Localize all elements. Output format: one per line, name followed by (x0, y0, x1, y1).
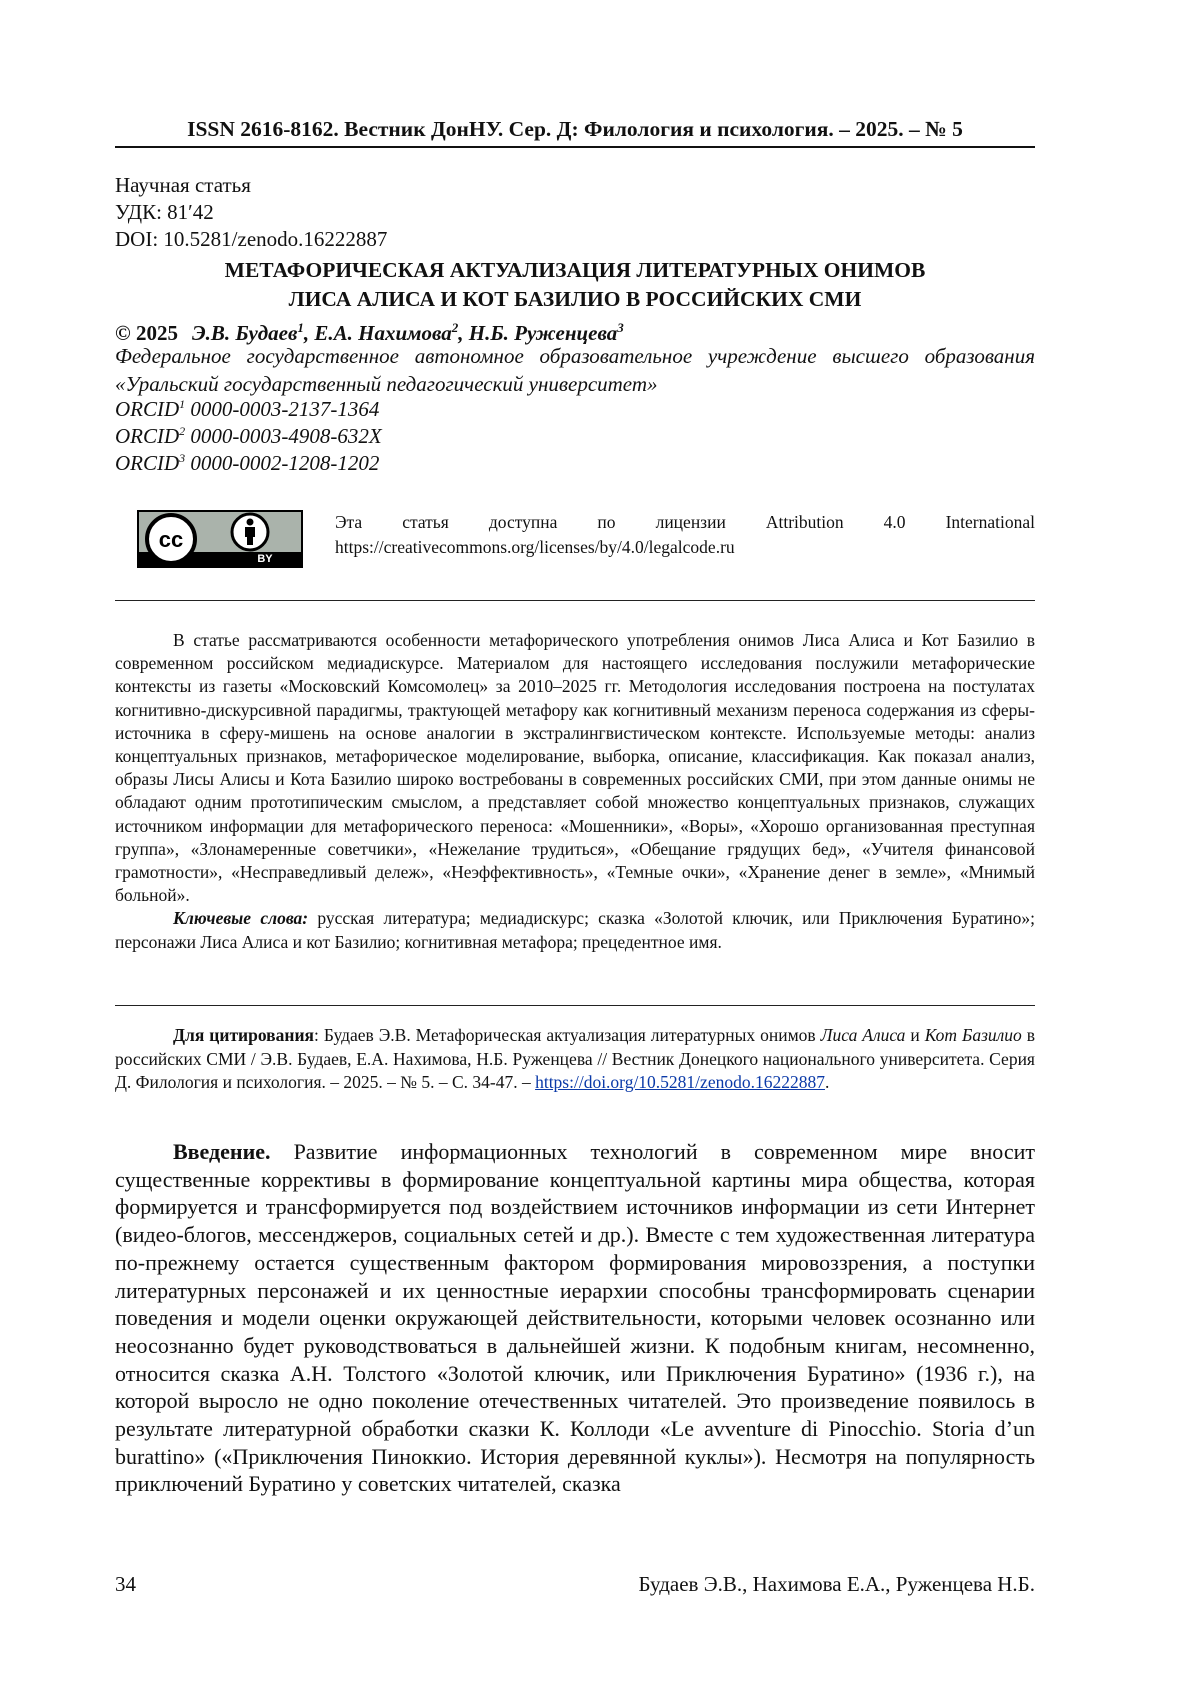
orcid-label: ORCID (115, 451, 180, 475)
keywords-label: Ключевые слова: (173, 908, 309, 929)
orcid-sup: 3 (179, 451, 186, 465)
author-3-sup: 3 (617, 320, 624, 335)
journal-header: ISSN 2616-8162. Вестник ДонНУ. Сер. Д: Филология и психология. – 2025. – № 5 (115, 112, 1035, 148)
author-2-sup: 2 (451, 320, 459, 335)
author-2: Е.А. Нахимова (314, 321, 452, 345)
author-3: Н.Б. Руженцева (468, 321, 618, 345)
page-number: 34 (115, 1572, 136, 1596)
citation-part-1: Будаев Э.В. Метафорическая актуализация литературных онимов (323, 1025, 816, 1045)
orcid-3 (115, 451, 1035, 476)
orcid-id: 0000-0002-1208-1202 (190, 451, 380, 475)
article-meta (115, 172, 1035, 253)
license-text (335, 510, 1035, 560)
article-title (115, 256, 1035, 314)
citation-and: и (910, 1025, 920, 1045)
author-sep: , (458, 321, 469, 345)
citation-part-2: в российских СМИ / Э.В. Будаев, Е.А. Нахимова, Н.Б. Руженцева // Вестник Донецкого национального университета. Серия Д. Филология и психология. – 2025. – № 5. – С. 34-47. – (115, 1025, 1035, 1092)
citation-name-2: Кот Базилио (924, 1025, 1022, 1045)
keywords (115, 907, 1035, 953)
author-1-sup: 1 (297, 320, 304, 335)
footer-authors: Будаев Э.В., Нахимова Е.А., Руженцева Н.Б. (638, 1572, 1035, 1596)
person-head-icon (247, 519, 254, 526)
abstract-text: В статье рассматриваются особенности метафорического употребления онимов Лиса Алиса и Кот Базилио в современном российском медиадискурсе. Материалом для настоящего исследования послужили метафорические контексты из газеты «Московский Комсомолец» за 2010–2025 гг. Методология исследования построена на постулатах когнитивно-дискурсивной парадигмы, трактующей метафору как когнитивный механизм переноса содержания из сферы-источника в сферу-мишень на основе аналогии в экстралингвистическом контексте. Используемые методы: анализ концептуальных признаков, метафорическое моделирование, выборка, описание, классификация. Как показал анализ, образы Лисы Алисы и Кота Базилио широко востребованы в современных российских СМИ, при этом данные онимы не обладают одним прототипическим смыслом, а представляет собой множество концептуальных признаков, служащих источником информации для метафорического переноса: «Мошенники», «Воры», «Хорошо организованная преступная группа», «Злонамеренные советчики», «Нежелание трудиться», «Обещание грядущих бед», «Учителя финансовой грамотности», «Несправедливый дележ», «Неэффективность», «Темные очки», «Хранение денег в земле», «Мнимый больной». (115, 630, 1035, 906)
citation-end: . (824, 1072, 830, 1092)
divider-bottom (115, 1005, 1035, 1006)
intro-heading: Введение. (173, 1139, 271, 1164)
citation-colon: : (314, 1025, 319, 1045)
author-sep: , (303, 321, 315, 345)
citation-text (115, 1024, 1035, 1095)
article-body (115, 1138, 1035, 1498)
cc-by-license-logo (137, 510, 303, 568)
divider-top (115, 600, 1035, 601)
udc-code: УДК: 81′42 (115, 200, 214, 224)
orcid-sup: 2 (179, 424, 186, 438)
orcid-label: ORCID (115, 424, 180, 448)
title-line-1: МЕТАФОРИЧЕСКАЯ АКТУАЛИЗАЦИЯ ЛИТЕРАТУРНЫХ ОНИМОВ (224, 258, 926, 282)
intro-paragraph (115, 1138, 1035, 1498)
orcid-label: ORCID (115, 397, 180, 421)
abstract (115, 629, 1035, 954)
affiliation: Федеральное государственное автономное образовательное учреждение высшего образования «Уральский государственный педагогический университет» (115, 344, 1035, 396)
orcid-id: 0000-0003-4908-632X (190, 424, 382, 448)
citation-name-1: Лиса Алиса (820, 1025, 906, 1045)
title-line-2: ЛИСА АЛИСА И КОТ БАЗИЛИО В РОССИЙСКИХ СМИ (288, 287, 862, 311)
citation-doi-link[interactable]: https://doi.org/10.5281/zenodo.16222887 (535, 1072, 825, 1092)
citation-block (115, 1024, 1035, 1095)
by-label: BY (257, 553, 273, 565)
license-url[interactable]: https://creativecommons.org/licenses/by/4.0/legalcode.ru (335, 537, 735, 557)
intro-text: Развитие информационных технологий в современном мире вносит существенные коррективы в формирование концептуальной картины мира общества, которая формируется и трансформируется под воздействием источников информации из сети Интернет (видео-блогов, мессенджеров, социальных сетей и др.). Вместе с тем художественная литература по-прежнему остается существенным фактором формирования мировоззрения, а поступки литературных персонажей и их ценностные иерархии способны трансформировать сценарии поведения и модели оценки окружающей действительности, которыми человек осознанно или неосознанно будет руководствоваться в дальнейшей жизни. К подобным книгам, несомненно, относится сказка А.Н. Толстого «Золотой ключик, или Приключения Буратино» (1936 г.), на которой выросло не одно поколение отечественных читателей. Это произведение появилось в результате литературной обработки сказки К. Коллоди «Le avventure di Pinocchio. Storia d’un burattino» («Приключения Пиноккио. История деревянной куклы»). Несмотря на популярность приключений Буратино у советских читателей, сказка (115, 1139, 1035, 1497)
copyright: © 2025 (115, 321, 178, 345)
orcid-id: 0000-0003-2137-1364 (190, 397, 380, 421)
cc-letters: cc (158, 527, 184, 552)
article-type: Научная статья (115, 173, 251, 197)
citation-label: Для цитирования (173, 1025, 315, 1045)
orcid-2 (115, 424, 1035, 449)
orcid-sup: 1 (179, 397, 186, 411)
doi: DOI: 10.5281/zenodo.16222887 (115, 227, 388, 251)
person-legs-icon (247, 536, 253, 545)
person-body-icon (245, 527, 255, 537)
keywords-text: русская литература; медиадискурс; сказка «Золотой ключик, или Приключения Буратино»; персонажи Лиса Алиса и кот Базилио; когнитивная метафора; прецедентное имя. (115, 908, 1036, 952)
author-1: Э.В. Будаев (191, 321, 298, 345)
orcid-1 (115, 397, 1035, 422)
license-line: Эта статья доступна по лицензии Attribution 4.0 International (335, 512, 1035, 532)
